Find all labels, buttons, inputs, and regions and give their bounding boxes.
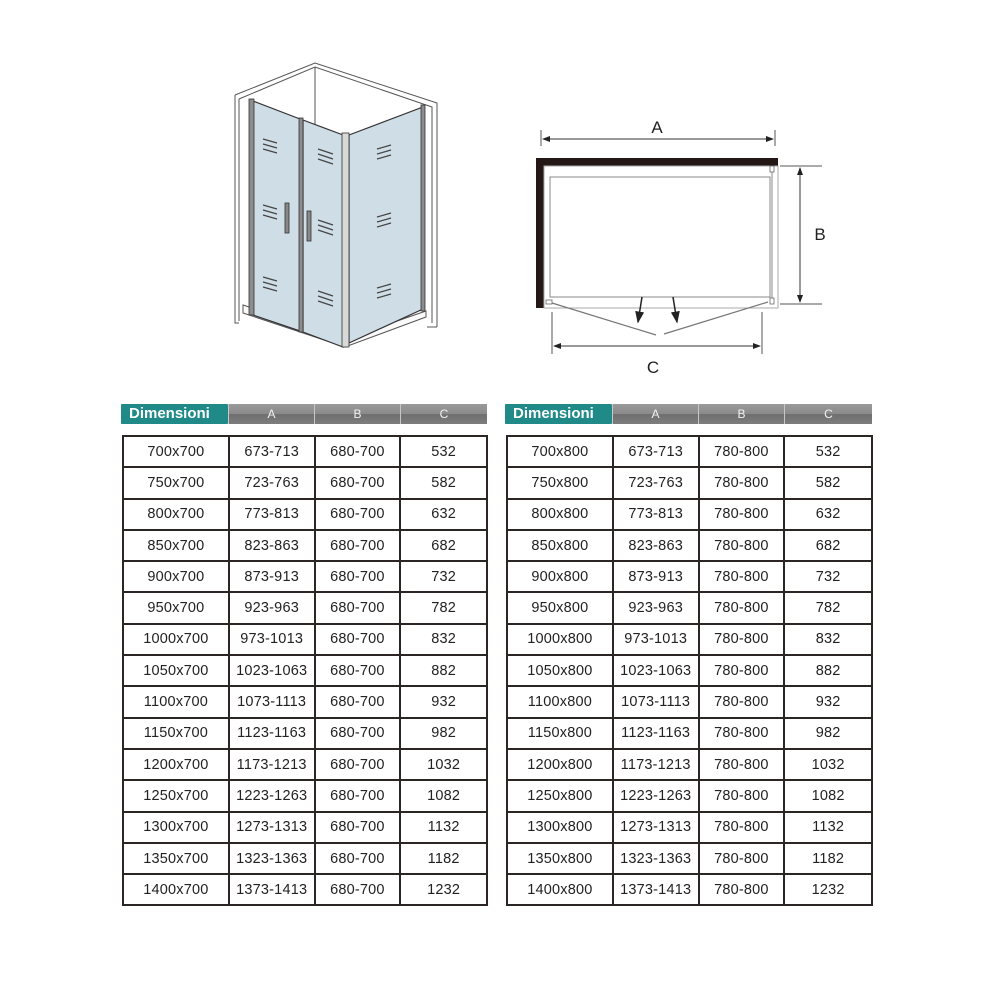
cell-b: 780-800 [699, 843, 785, 874]
column-header-a: A [228, 404, 314, 424]
cell-a: 673-713 [229, 436, 315, 467]
plan-diagram [530, 110, 830, 380]
cell-c: 932 [784, 686, 872, 717]
cell-b: 780-800 [699, 780, 785, 811]
column-header-c: C [784, 404, 872, 424]
cell-b: 780-800 [699, 436, 785, 467]
cell-c: 532 [784, 436, 872, 467]
table-row [123, 467, 487, 498]
cell-b: 780-800 [699, 592, 785, 623]
cell-c: 1182 [400, 843, 487, 874]
cell-c: 682 [784, 530, 872, 561]
cell-size: 1200x800 [507, 749, 613, 780]
table-row [507, 592, 872, 623]
cell-b: 780-800 [699, 655, 785, 686]
cell-size: 750x800 [507, 467, 613, 498]
table-row [123, 843, 487, 874]
dimension-table-700 [121, 404, 488, 898]
cell-a: 773-813 [229, 499, 315, 530]
cell-b: 680-700 [315, 624, 401, 655]
table-row [507, 780, 872, 811]
cell-size: 900x800 [507, 561, 613, 592]
table-row [123, 749, 487, 780]
cell-size: 800x800 [507, 499, 613, 530]
cell-size: 950x700 [123, 592, 229, 623]
cell-b: 680-700 [315, 686, 401, 717]
cell-b: 680-700 [315, 749, 401, 780]
cell-a: 923-963 [229, 592, 315, 623]
cell-b: 680-700 [315, 874, 401, 905]
cell-c: 532 [400, 436, 487, 467]
table-row [507, 467, 872, 498]
cell-a: 673-713 [613, 436, 699, 467]
cell-c: 732 [400, 561, 487, 592]
table-header [505, 404, 873, 424]
column-header-a: A [612, 404, 698, 424]
cell-a: 723-763 [613, 467, 699, 498]
table-header [121, 404, 488, 424]
cell-c: 1232 [784, 874, 872, 905]
cell-size: 700x800 [507, 436, 613, 467]
label-b: B [814, 225, 826, 244]
cell-size: 1200x700 [123, 749, 229, 780]
cell-a: 1373-1413 [613, 874, 699, 905]
cell-size: 1000x700 [123, 624, 229, 655]
cell-size: 1350x800 [507, 843, 613, 874]
table-row [507, 874, 872, 905]
cell-a: 1123-1163 [613, 718, 699, 749]
table-row [507, 686, 872, 717]
cell-size: 750x700 [123, 467, 229, 498]
cell-size: 1050x700 [123, 655, 229, 686]
cell-a: 1073-1113 [229, 686, 315, 717]
cell-b: 680-700 [315, 780, 401, 811]
cell-c: 582 [784, 467, 872, 498]
cell-a: 1173-1213 [229, 749, 315, 780]
cell-c: 782 [400, 592, 487, 623]
cell-b: 780-800 [699, 749, 785, 780]
table-row [123, 624, 487, 655]
cell-c: 1232 [400, 874, 487, 905]
cell-c: 882 [400, 655, 487, 686]
cell-size: 1300x800 [507, 812, 613, 843]
cell-c: 782 [784, 592, 872, 623]
cell-size: 850x800 [507, 530, 613, 561]
cell-size: 950x800 [507, 592, 613, 623]
cell-c: 832 [784, 624, 872, 655]
cell-a: 923-963 [613, 592, 699, 623]
cell-a: 1273-1313 [229, 812, 315, 843]
table-row [123, 561, 487, 592]
cell-size: 1000x800 [507, 624, 613, 655]
cell-c: 1132 [400, 812, 487, 843]
cell-b: 680-700 [315, 561, 401, 592]
cell-c: 1082 [784, 780, 872, 811]
table-row [123, 436, 487, 467]
cell-a: 1223-1263 [229, 780, 315, 811]
cell-c: 982 [784, 718, 872, 749]
cell-a: 1023-1063 [229, 655, 315, 686]
cell-b: 680-700 [315, 592, 401, 623]
table-row [507, 749, 872, 780]
cell-a: 823-863 [229, 530, 315, 561]
cell-c: 732 [784, 561, 872, 592]
cell-a: 1373-1413 [229, 874, 315, 905]
cell-c: 832 [400, 624, 487, 655]
cell-size: 1250x800 [507, 780, 613, 811]
dimensioni-badge: Dimensioni [505, 404, 612, 424]
cell-a: 873-913 [613, 561, 699, 592]
cell-b: 680-700 [315, 436, 401, 467]
table-row [507, 812, 872, 843]
cell-a: 1273-1313 [613, 812, 699, 843]
cell-c: 1132 [784, 812, 872, 843]
cell-a: 723-763 [229, 467, 315, 498]
cell-size: 1150x800 [507, 718, 613, 749]
cell-c: 632 [400, 499, 487, 530]
table-row [507, 561, 872, 592]
cell-a: 1173-1213 [613, 749, 699, 780]
table-row [507, 436, 872, 467]
cell-b: 680-700 [315, 718, 401, 749]
cell-b: 680-700 [315, 843, 401, 874]
table-row [507, 624, 872, 655]
table-row [123, 874, 487, 905]
cell-c: 1182 [784, 843, 872, 874]
cell-a: 1223-1263 [613, 780, 699, 811]
cell-size: 850x700 [123, 530, 229, 561]
cell-b: 780-800 [699, 718, 785, 749]
table-row [123, 530, 487, 561]
cell-a: 1073-1113 [613, 686, 699, 717]
cell-size: 900x700 [123, 561, 229, 592]
cell-a: 973-1013 [229, 624, 315, 655]
table-row [123, 780, 487, 811]
table-row [123, 499, 487, 530]
table-row [123, 655, 487, 686]
cell-b: 680-700 [315, 467, 401, 498]
cell-a: 873-913 [229, 561, 315, 592]
cell-b: 680-700 [315, 655, 401, 686]
cell-a: 1123-1163 [229, 718, 315, 749]
cell-c: 632 [784, 499, 872, 530]
table-row [507, 530, 872, 561]
cell-b: 780-800 [699, 624, 785, 655]
cell-c: 1032 [400, 749, 487, 780]
cell-b: 680-700 [315, 530, 401, 561]
cell-b: 780-800 [699, 874, 785, 905]
table-row [123, 686, 487, 717]
cell-a: 823-863 [613, 530, 699, 561]
cell-size: 1350x700 [123, 843, 229, 874]
label-c: C [646, 358, 660, 377]
cell-a: 973-1013 [613, 624, 699, 655]
table-row [507, 499, 872, 530]
cell-b: 780-800 [699, 812, 785, 843]
cell-b: 680-700 [315, 812, 401, 843]
cell-c: 682 [400, 530, 487, 561]
cell-size: 800x700 [123, 499, 229, 530]
cell-c: 582 [400, 467, 487, 498]
label-a: A [651, 118, 663, 137]
column-header-c: C [400, 404, 487, 424]
cell-size: 1300x700 [123, 812, 229, 843]
cell-c: 1082 [400, 780, 487, 811]
cell-size: 1150x700 [123, 718, 229, 749]
cell-size: 1100x800 [507, 686, 613, 717]
table-row [123, 592, 487, 623]
column-header-b: B [314, 404, 400, 424]
cell-size: 1100x700 [123, 686, 229, 717]
cell-a: 1323-1363 [613, 843, 699, 874]
table-row [123, 812, 487, 843]
table-row [507, 843, 872, 874]
cell-c: 932 [400, 686, 487, 717]
cell-b: 780-800 [699, 499, 785, 530]
cell-b: 680-700 [315, 499, 401, 530]
cell-size: 1400x700 [123, 874, 229, 905]
column-header-b: B [698, 404, 784, 424]
dimensioni-badge: Dimensioni [121, 404, 228, 424]
dimension-table-body [122, 435, 488, 906]
cell-c: 882 [784, 655, 872, 686]
cell-a: 1023-1063 [613, 655, 699, 686]
cell-size: 1400x800 [507, 874, 613, 905]
dimension-table-body [506, 435, 873, 906]
table-row [507, 718, 872, 749]
cell-size: 1050x800 [507, 655, 613, 686]
cell-b: 780-800 [699, 530, 785, 561]
cell-b: 780-800 [699, 467, 785, 498]
dimension-table-800 [505, 404, 873, 898]
table-row [123, 718, 487, 749]
cell-c: 982 [400, 718, 487, 749]
cell-a: 773-813 [613, 499, 699, 530]
cell-size: 1250x700 [123, 780, 229, 811]
cell-a: 1323-1363 [229, 843, 315, 874]
cell-c: 1032 [784, 749, 872, 780]
cell-b: 780-800 [699, 561, 785, 592]
cell-size: 700x700 [123, 436, 229, 467]
shower-enclosure-illustration [225, 55, 455, 355]
table-row [507, 655, 872, 686]
cell-b: 780-800 [699, 686, 785, 717]
